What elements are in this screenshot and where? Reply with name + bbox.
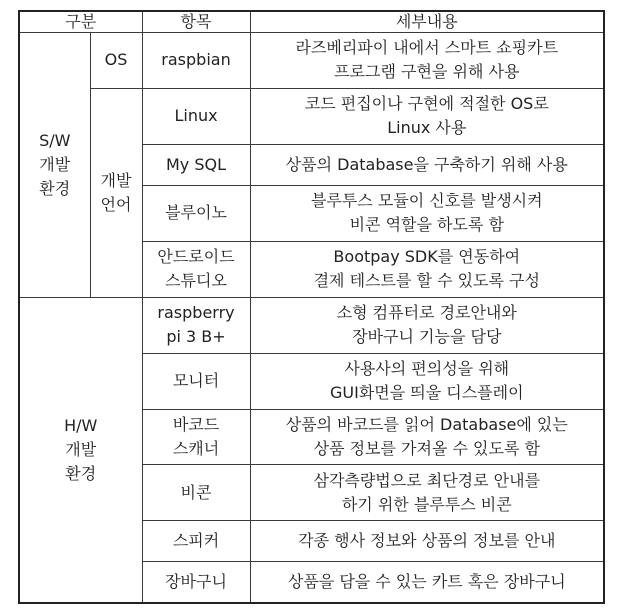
- detail-cell: 소형 컴퓨터로 경로안내와 장바구니 기능을 담당: [250, 297, 604, 353]
- detail-cell: 각종 행사 정보와 상품의 정보를 안내: [250, 521, 604, 562]
- item-cell: 스피커: [142, 521, 250, 562]
- table-row: [19, 33, 604, 89]
- item-cell: My SQL: [142, 144, 250, 185]
- item-cell: Linux: [142, 88, 250, 144]
- table-row: [19, 297, 604, 353]
- item-cell: raspberry pi 3 B+: [142, 297, 250, 353]
- header-item: 항목: [142, 11, 250, 33]
- detail-cell: 삼각측량법으로 최단경로 안내를 하기 위한 블루투스 비콘: [250, 465, 604, 521]
- sw-category: S/W 개발 환경: [19, 33, 90, 298]
- header-row: [19, 11, 604, 33]
- detail-cell: Bootpay SDK를 연동하여 결제 테스트를 할 수 있도록 구성: [250, 241, 604, 297]
- dev-language-label: 개발 언어: [90, 88, 142, 297]
- spec-table: [18, 10, 605, 604]
- detail-cell: 코드 편집이나 구현에 적절한 OS로 Linux 사용: [250, 88, 604, 144]
- detail-cell: 상품의 바코드를 읽어 Database에 있는 상품 정보를 가져올 수 있도록 함: [250, 409, 604, 465]
- detail-cell: 상품의 Database을 구축하기 위해 사용: [250, 144, 604, 185]
- item-cell: 비콘: [142, 465, 250, 521]
- detail-cell: 블루투스 모듈이 신호를 발생시켜 비콘 역할을 하도록 함: [250, 185, 604, 241]
- item-cell: raspbian: [142, 33, 250, 89]
- detail-cell: 사용사의 편의성을 위해 GUI화면을 띄울 디스플레이: [250, 353, 604, 409]
- item-cell: 안드로이드 스튜디오: [142, 241, 250, 297]
- item-cell: 블루이노: [142, 185, 250, 241]
- header-detail: 세부내용: [250, 11, 604, 33]
- detail-cell: 라즈베리파이 내에서 스마트 쇼핑카트 프로그램 구현을 위해 사용: [250, 33, 604, 89]
- hw-category: H/W 개발 환경: [19, 297, 142, 603]
- item-cell: 바코드 스캐너: [142, 409, 250, 465]
- detail-cell: 상품을 담을 수 있는 카트 혹은 장바구니: [250, 562, 604, 603]
- item-cell: 모니터: [142, 353, 250, 409]
- header-category: 구분: [19, 11, 142, 33]
- table-row: [19, 88, 604, 144]
- os-label: OS: [90, 33, 142, 89]
- item-cell: 장바구니: [142, 562, 250, 603]
